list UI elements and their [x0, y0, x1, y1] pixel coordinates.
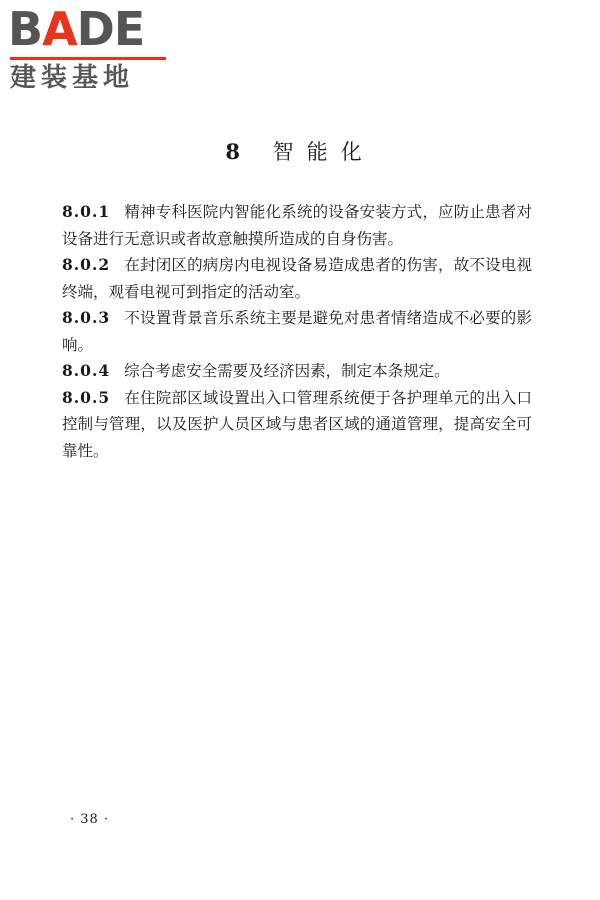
clause-number: 8.0.4 [62, 361, 111, 380]
logo-wordmark: BADE [8, 2, 145, 56]
clause-number: 8.0.5 [62, 387, 111, 407]
clause-text: 综合考虑安全需要及经济因素，制定本条规定。 [124, 362, 450, 380]
clause-text: 精神专科医院内智能化系统的设备安装方式，应防止患者对设备进行无意识或者故意触摸所造成的自身伤害。 [62, 203, 532, 248]
clause-number: 8.0.1 [62, 202, 111, 221]
clause-text: 不设置背景音乐系统主要是避免对患者情绪造成不必要的影响。 [62, 309, 532, 354]
chapter-title-text: 智能化 [272, 140, 375, 165]
clause-8-0-2 [62, 252, 532, 305]
clause-number: 8.0.3 [62, 308, 111, 327]
chapter-title [0, 136, 600, 166]
clause-list [62, 199, 532, 464]
clause-number: 8.0.2 [62, 255, 111, 274]
clause-8-0-1 [62, 199, 532, 252]
logo-rule [10, 57, 166, 60]
clause-8-0-3 [62, 305, 532, 358]
clause-text: 在封闭区的病房内电视设备易造成患者的伤害，故不设电视终端，观看电视可到指定的活动室。 [62, 256, 532, 301]
chapter-number: 8 [225, 139, 253, 165]
clause-8-0-4 [62, 358, 532, 385]
logo-subtitle: 建装基地 [10, 63, 135, 93]
page-number: · 38 · [70, 812, 110, 827]
clause-text: 在住院部区域设置出入口管理系统便于各护理单元的出入口控制与管理，以及医护人员区域与患者区域的通道管理，提高安全可靠性。 [62, 388, 532, 460]
brand-logo [8, 4, 178, 94]
clause-8-0-5 [62, 385, 532, 465]
